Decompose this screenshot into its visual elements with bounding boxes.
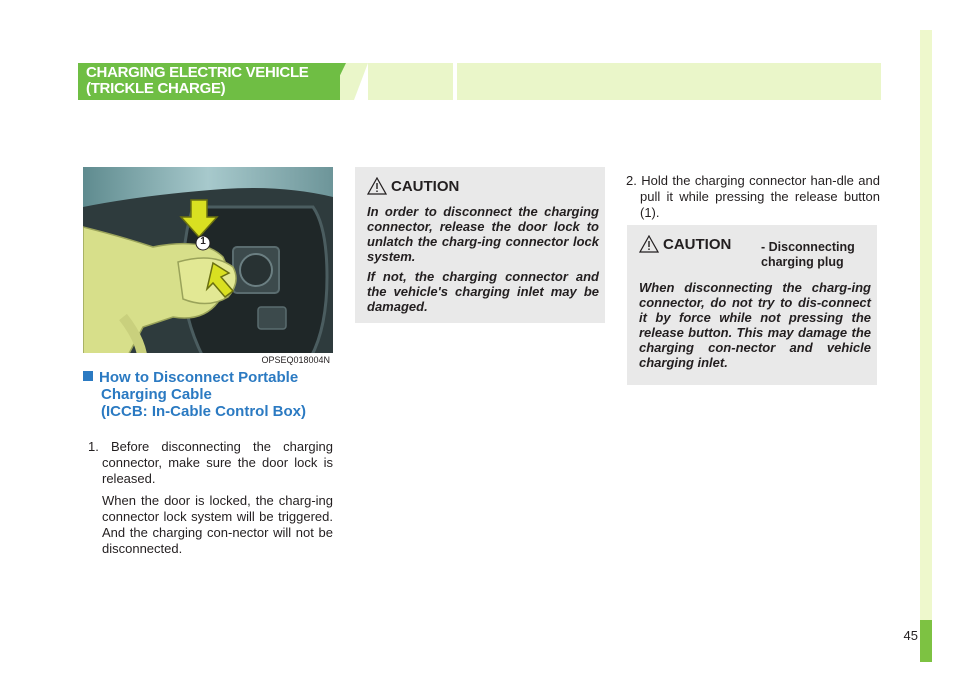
warning-triangle-icon: [367, 177, 387, 195]
header-title-line2: (TRICKLE CHARGE): [86, 80, 226, 97]
warning-triangle-icon: [639, 235, 659, 253]
step-1: [88, 439, 333, 557]
caution-paragraph-1: In order to disconnect the charging connector, release the door lock to unlatch the charg-ing connector lock system.: [367, 204, 599, 264]
disconnect-illustration: [83, 167, 333, 365]
figure-callout-number: 1: [200, 236, 206, 247]
header-title: [86, 65, 309, 97]
page-tab-marker: [920, 620, 932, 662]
header-divider: [354, 63, 368, 100]
page-number: 45: [903, 628, 918, 643]
caution-subtitle: - Disconnecting charging plug: [761, 240, 855, 269]
header-slant: [328, 63, 346, 100]
caution-box-disconnecting: [627, 225, 877, 385]
caution-title: CAUTION: [663, 236, 732, 253]
caution-title: CAUTION: [391, 178, 460, 195]
caution-text: When disconnecting the charg-ing connector, do not try to dis-connect it by force while not pressing the release button. This may damage the charging con-nector and vehicle charging inlet.: [639, 280, 871, 370]
side-bar: [920, 30, 932, 620]
chapter-header: [78, 63, 881, 100]
caution-paragraph-2: If not, the charging connector and the vehicle's charging inlet may be damaged.: [367, 269, 599, 314]
section-heading-line1: How to Disconnect Portable: [83, 369, 343, 386]
step-1-text: 1. Before disconnecting the charging connector, make sure the door lock is released.: [88, 439, 333, 486]
caution-box-door-lock: [355, 167, 605, 323]
step-2: [626, 173, 880, 221]
step-2-text: 2. Hold the charging connector han-dle and pull it while pressing the release button (1).: [626, 173, 880, 220]
section-heading: [83, 369, 343, 420]
step-1-note: When the door is locked, the charg-ing connector lock system will be triggered. And the charging con-nector will not be disconnected.: [102, 493, 333, 556]
section-heading-line2: Charging Cable: [101, 386, 212, 403]
section-heading-line3: (ICCB: In-Cable Control Box): [101, 403, 306, 420]
illustration-figure: [83, 167, 333, 365]
header-separator: [453, 63, 457, 100]
figure-caption: OPSEQ018004N: [83, 353, 333, 365]
section-bullet-icon: [83, 371, 93, 381]
header-title-line1: CHARGING ELECTRIC VEHICLE: [86, 64, 309, 81]
